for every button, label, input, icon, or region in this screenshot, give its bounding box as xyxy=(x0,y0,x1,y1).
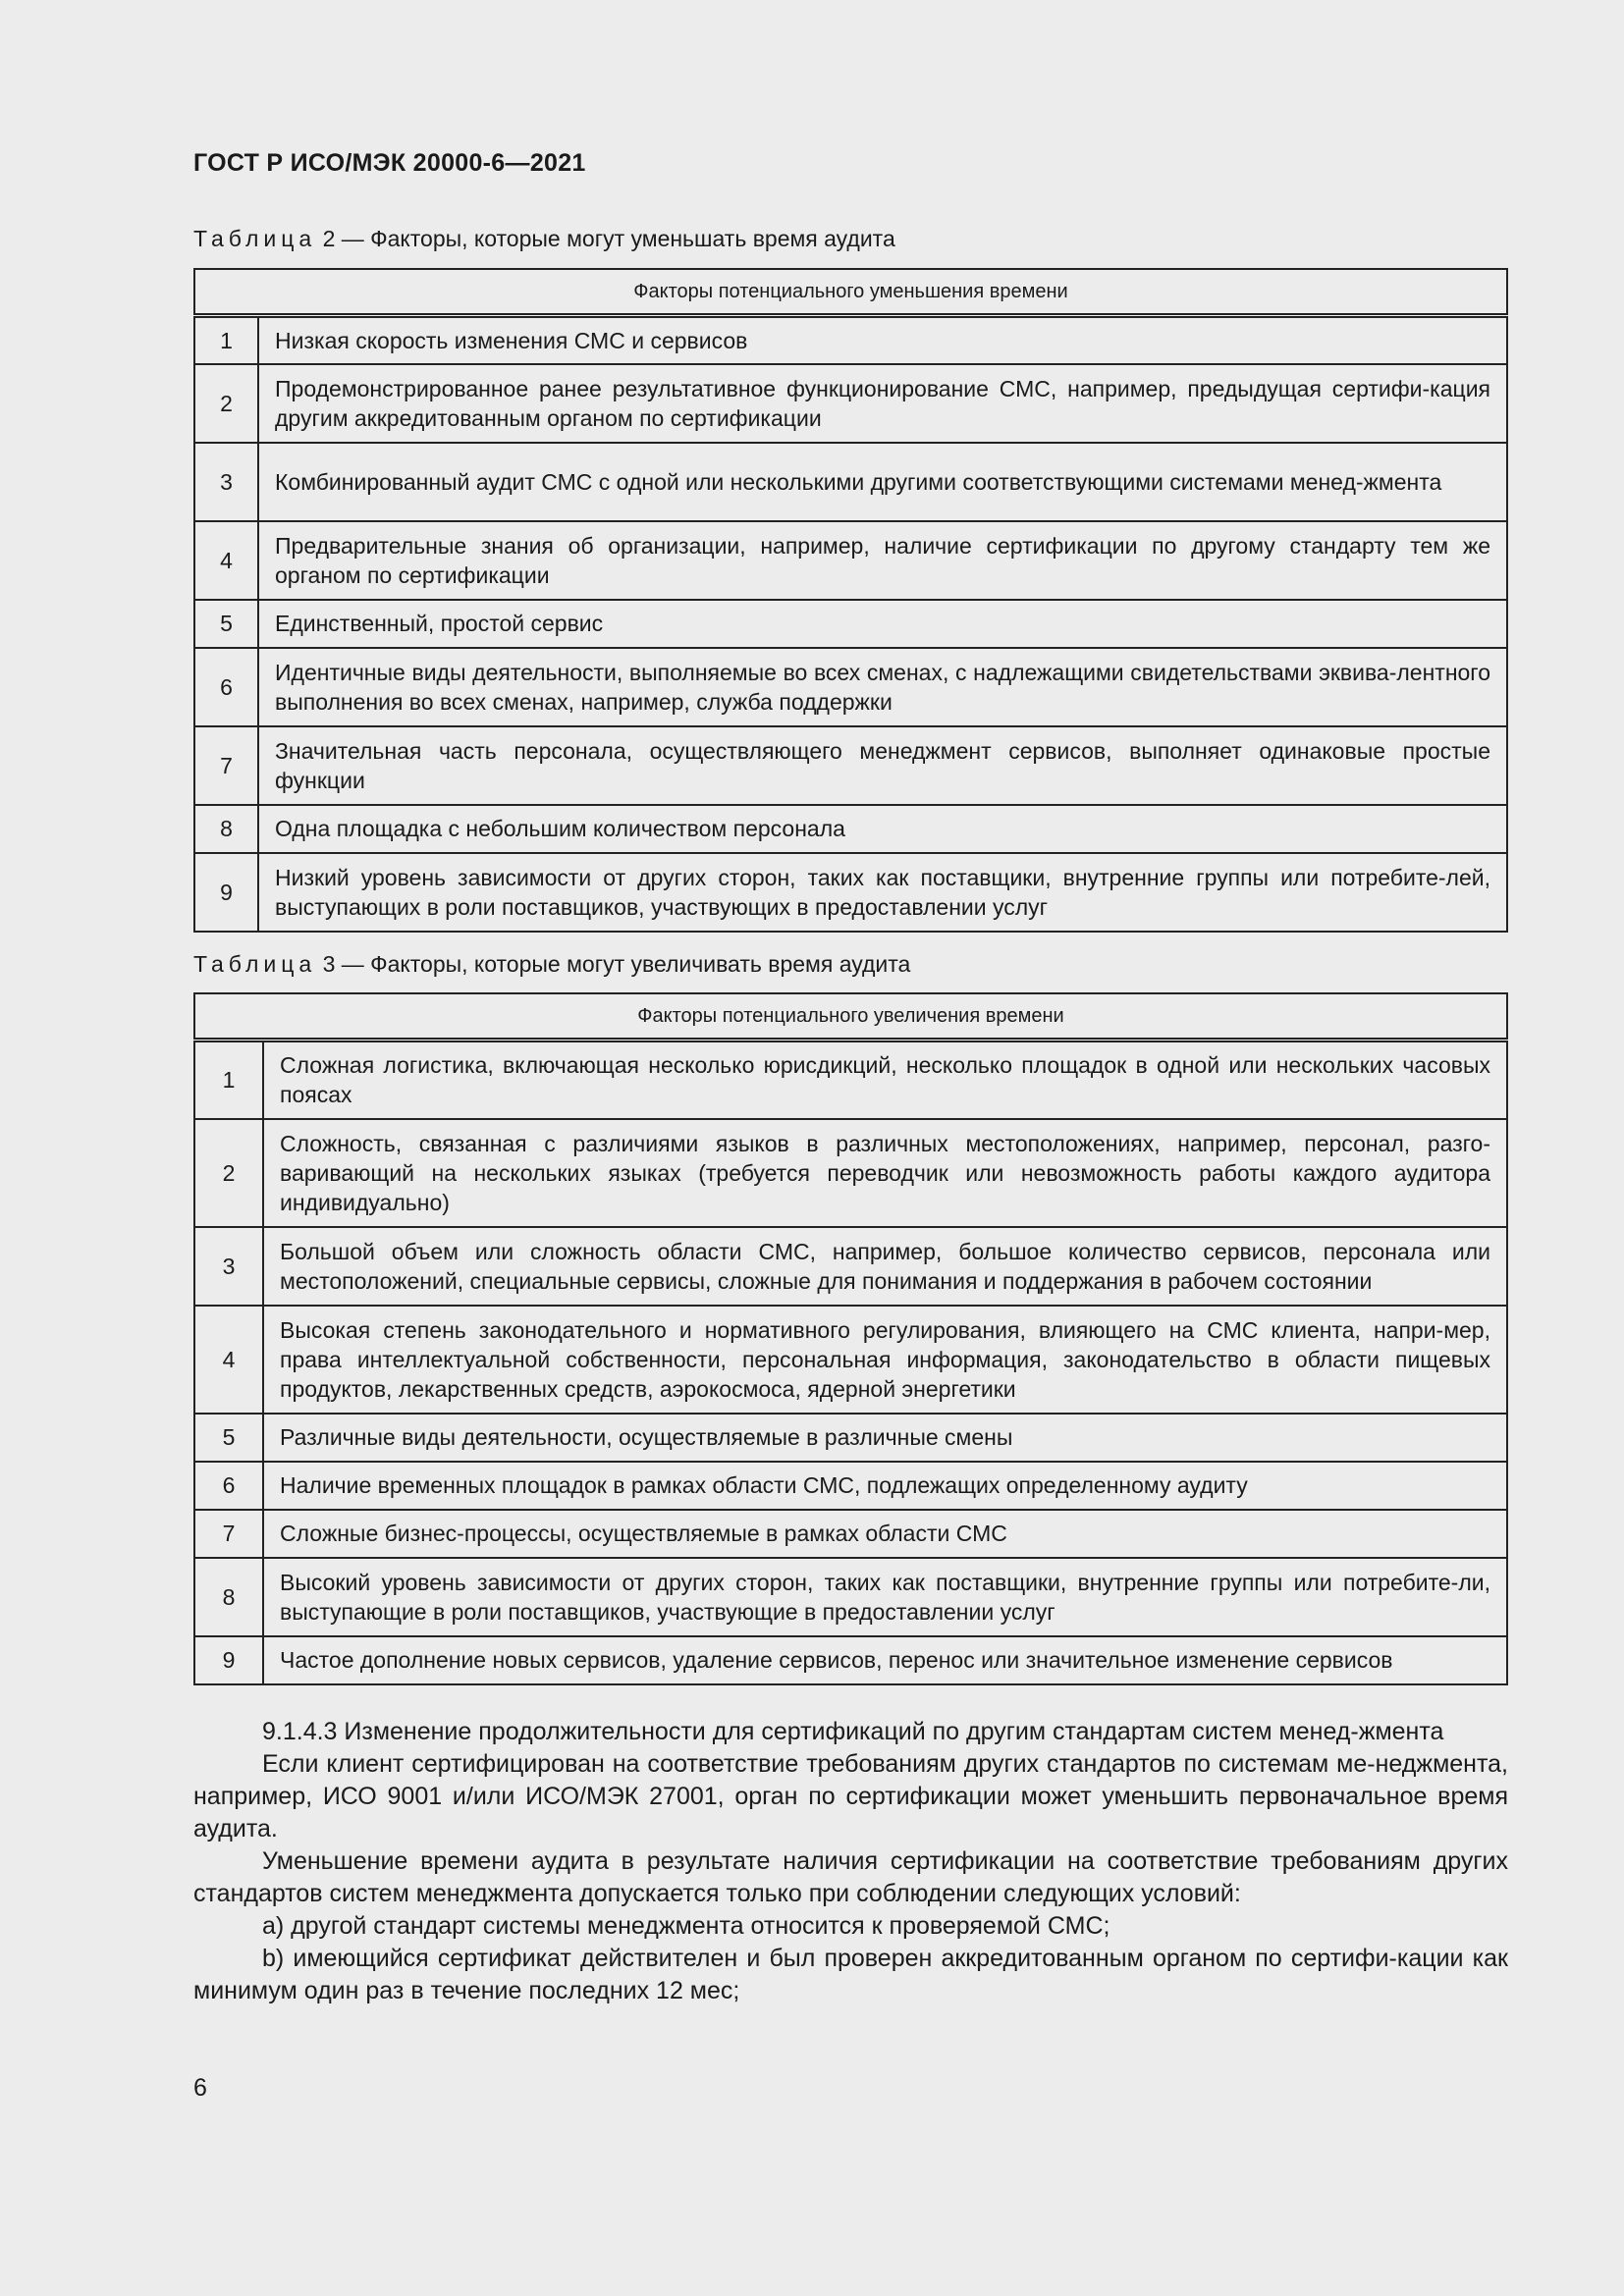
list-item-a: a) другой стандарт системы менеджмента относится к проверяемой СМС; xyxy=(262,1912,1110,1940)
section-heading: 9.1.4.3 Изменение продолжительности для сертификаций по другим стандартам систем менед-жмента xyxy=(262,1718,1444,1745)
document-header: ГОСТ Р ИСО/МЭК 20000-6—2021 xyxy=(193,149,586,177)
table-row xyxy=(194,316,1507,364)
row-text: Высокий уровень зависимости от других сторон, таких как поставщики, внутренние группы или потребите-ли, выступающие в роли поставщиков, участвующие в предоставлении услуг xyxy=(263,1558,1507,1636)
row-text: Низкая скорость изменения СМС и сервисов xyxy=(258,316,1507,364)
table-row xyxy=(194,1510,1507,1558)
row-number: 9 xyxy=(194,1636,263,1684)
table2 xyxy=(193,268,1508,933)
table2-caption-word: Таблица xyxy=(193,226,317,251)
table-row xyxy=(194,853,1507,932)
table-row xyxy=(194,364,1507,443)
row-number: 3 xyxy=(194,1227,263,1306)
table-row xyxy=(194,1306,1507,1414)
row-text: Частое дополнение новых сервисов, удаление сервисов, перенос или значительное изменение сервисов xyxy=(263,1636,1507,1684)
row-number: 5 xyxy=(194,1414,263,1462)
row-text: Одна площадка с небольшим количеством персонала xyxy=(258,805,1507,853)
list-item-b: b) имеющийся сертификат действителен и был проверен аккредитованным органом по сертифи-кации как минимум один раз в течение последних 12 мес; xyxy=(193,1945,1508,2004)
row-number: 9 xyxy=(194,853,258,932)
table3-caption xyxy=(193,951,910,978)
table-row xyxy=(194,1558,1507,1636)
table-row xyxy=(194,1227,1507,1306)
table2-caption xyxy=(193,226,895,252)
row-number: 6 xyxy=(194,1462,263,1510)
table-row xyxy=(194,648,1507,726)
row-text: Единственный, простой сервис xyxy=(258,600,1507,648)
table3-caption-word: Таблица xyxy=(193,951,317,977)
row-text: Продемонстрированное ранее результативное функционирование СМС, например, предыдущая сертифи-кация другим аккредитованным органом по сертификации xyxy=(258,364,1507,443)
table3 xyxy=(193,992,1508,1685)
table3-caption-text: 3 — Факторы, которые могут увеличивать время аудита xyxy=(316,951,911,977)
row-number: 3 xyxy=(194,443,258,521)
row-number: 4 xyxy=(194,1306,263,1414)
row-text: Сложные бизнес-процессы, осуществляемые в рамках области СМС xyxy=(263,1510,1507,1558)
row-number: 7 xyxy=(194,726,258,805)
row-text: Сложная логистика, включающая несколько юрисдикций, несколько площадок в одной или нескольких часовых поясах xyxy=(263,1041,1507,1119)
row-number: 8 xyxy=(194,805,258,853)
paragraph: Если клиент сертифицирован на соответствие требованиям других стандартов по системам ме-неджмента, например, ИСО 9001 и/или ИСО/МЭК 27001, орган по сертификации может уменьшить первоначальное время аудита. xyxy=(193,1750,1508,1842)
row-number: 2 xyxy=(194,1119,263,1227)
table-row xyxy=(194,1041,1507,1119)
table-row xyxy=(194,1636,1507,1684)
row-number: 7 xyxy=(194,1510,263,1558)
row-text: Наличие временных площадок в рамках области СМС, подлежащих определенному аудиту xyxy=(263,1462,1507,1510)
table-row xyxy=(194,805,1507,853)
table2-header: Факторы потенциального уменьшения времени xyxy=(194,269,1507,316)
table-row xyxy=(194,1462,1507,1510)
table-row xyxy=(194,521,1507,600)
paragraph: Уменьшение времени аудита в результате наличия сертификации на соответствие требованиям других стандартов систем менеджмента допускается только при соблюдении следующих условий: xyxy=(193,1847,1508,1907)
row-text: Большой объем или сложность области СМС, например, большое количество сервисов, персонала или местоположений, специальные сервисы, сложные для понимания и поддержания в рабочем состоянии xyxy=(263,1227,1507,1306)
row-text: Высокая степень законодательного и нормативного регулирования, влияющего на СМС клиента, напри-мер, права интеллектуальной собственности, персональная информация, законодательство в области пищевых продуктов, лекарственных средств, аэрокосмоса, ядерной энергетики xyxy=(263,1306,1507,1414)
body-text xyxy=(193,1716,1508,2007)
row-number: 5 xyxy=(194,600,258,648)
row-number: 4 xyxy=(194,521,258,600)
table-row xyxy=(194,726,1507,805)
row-text: Низкий уровень зависимости от других сторон, таких как поставщики, внутренние группы или потребите-лей, выступающих в роли поставщиков, участвующих в предоставлении услуг xyxy=(258,853,1507,932)
row-text: Различные виды деятельности, осуществляемые в различные смены xyxy=(263,1414,1507,1462)
table-row xyxy=(194,443,1507,521)
row-text: Значительная часть персонала, осуществляющего менеджмент сервисов, выполняет одинаковые простые функции xyxy=(258,726,1507,805)
page-number: 6 xyxy=(193,2074,207,2102)
row-text: Комбинированный аудит СМС с одной или несколькими другими соответствующими системами менед-жмента xyxy=(258,443,1507,521)
table3-header: Факторы потенциального увеличения времени xyxy=(194,993,1507,1041)
row-number: 8 xyxy=(194,1558,263,1636)
row-text: Идентичные виды деятельности, выполняемые во всех сменах, с надлежащими свидетельствами эквива-лентного выполнения во всех сменах, например, служба поддержки xyxy=(258,648,1507,726)
table2-caption-text: 2 — Факторы, которые могут уменьшать время аудита xyxy=(316,226,895,251)
row-number: 1 xyxy=(194,1041,263,1119)
table-row xyxy=(194,1119,1507,1227)
row-text: Сложность, связанная с различиями языков в различных местоположениях, например, персонал, разго-варивающий на нескольких языках (требуется переводчик или невозможность работы каждого аудитора индивидуально) xyxy=(263,1119,1507,1227)
row-number: 6 xyxy=(194,648,258,726)
table-row xyxy=(194,1414,1507,1462)
row-number: 2 xyxy=(194,364,258,443)
row-text: Предварительные знания об организации, например, наличие сертификации по другому стандарту тем же органом по сертификации xyxy=(258,521,1507,600)
table-row xyxy=(194,600,1507,648)
row-number: 1 xyxy=(194,316,258,364)
